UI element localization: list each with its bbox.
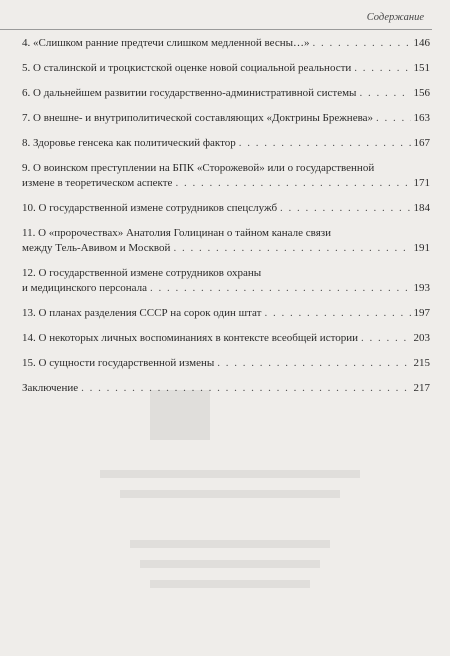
toc-entry-title: 7. О внешне- и внутриполитической составляющих «Доктрины Брежнева» xyxy=(22,112,374,124)
toc-entry xyxy=(22,226,430,256)
toc-entry xyxy=(22,36,430,51)
toc-entry-last-line xyxy=(22,86,430,101)
header-rule xyxy=(0,29,432,30)
dot-leader xyxy=(173,241,410,256)
toc-entry-title: 5. О сталинской и троцкистской оценке новой социальной реальности xyxy=(22,62,352,74)
toc-entry-title: измене в теоретическом аспекте xyxy=(22,177,173,189)
toc-entry-title: Заключение xyxy=(22,382,79,394)
toc-entry-last-line xyxy=(22,201,430,216)
toc-page-number: 184 xyxy=(413,202,430,214)
toc-entry-last-line xyxy=(22,356,430,371)
toc-entry xyxy=(22,266,430,296)
toc-entry-title-line: 11. О «пророчествах» Анатолия Голицинан о тайном канале связи xyxy=(22,227,331,239)
dot-leader xyxy=(361,331,410,346)
toc-entry-title: 4. «Слишком ранние предтечи слишком медленной весны…» xyxy=(22,37,310,49)
dot-leader xyxy=(280,201,410,216)
toc-page-number: 163 xyxy=(413,112,430,124)
toc-entry-title: и медицинского персонала xyxy=(22,282,148,294)
dot-leader xyxy=(376,111,410,126)
running-head: Содержание xyxy=(366,12,424,23)
toc-entry xyxy=(22,136,430,151)
toc-entry-last-line xyxy=(22,281,430,296)
table-of-contents xyxy=(22,36,430,406)
toc-page-number: 167 xyxy=(413,137,430,149)
toc-page-number: 146 xyxy=(413,37,430,49)
dot-leader xyxy=(150,281,410,296)
dot-leader xyxy=(239,136,411,151)
dot-leader xyxy=(354,61,410,76)
toc-entry xyxy=(22,306,430,321)
toc-entry-last-line xyxy=(22,176,430,191)
toc-entry-title: 14. О некоторых личных воспоминаниях в контексте всеобщей истории xyxy=(22,332,359,344)
toc-page-number: 151 xyxy=(413,62,430,74)
toc-page-number: 217 xyxy=(413,382,430,394)
toc-entry-last-line xyxy=(22,36,430,51)
toc-entry xyxy=(22,111,430,126)
dot-leader xyxy=(217,356,410,371)
toc-entry xyxy=(22,331,430,346)
toc-entry-title-line: 12. О государственной измене сотрудников охраны xyxy=(22,267,262,279)
toc-page-number: 203 xyxy=(413,332,430,344)
dot-leader xyxy=(175,176,410,191)
toc-entry-title: между Тель-Авивом и Москвой xyxy=(22,242,171,254)
toc-entry-title: 10. О государственной измене сотрудников спецслужб xyxy=(22,202,278,214)
toc-page-number: 191 xyxy=(413,242,430,254)
bleed-through-shadow xyxy=(40,380,420,620)
toc-entry-title: 8. Здоровье генсека как политический фактор xyxy=(22,137,236,149)
dot-leader xyxy=(264,306,410,321)
toc-entry xyxy=(22,61,430,76)
toc-entry-title: 6. О дальнейшем развитии государственно-административной системы xyxy=(22,87,357,99)
toc-entry xyxy=(22,356,430,371)
toc-page-number: 215 xyxy=(413,357,430,369)
toc-page-number: 171 xyxy=(413,177,430,189)
toc-entry xyxy=(22,201,430,216)
toc-entry-last-line xyxy=(22,241,430,256)
toc-page-number: 193 xyxy=(413,282,430,294)
dot-leader xyxy=(359,86,410,101)
toc-entry xyxy=(22,86,430,101)
toc-page-number: 156 xyxy=(413,87,430,99)
toc-entry-title: 13. О планах разделения СССР на сорок один штат xyxy=(22,307,262,319)
toc-entry-last-line xyxy=(22,306,430,321)
toc-entry-last-line xyxy=(22,111,430,126)
toc-entry-last-line xyxy=(22,136,430,151)
toc-entry-last-line xyxy=(22,61,430,76)
toc-entry-title: 15. О сущности государственной измены xyxy=(22,357,215,369)
toc-entry-last-line xyxy=(22,331,430,346)
dot-leader xyxy=(313,36,411,51)
toc-entry-title-line: 9. О воинском преступлении на БПК «Сторожевой» или о государственной xyxy=(22,162,375,174)
toc-entry xyxy=(22,161,430,191)
toc-page-number: 197 xyxy=(413,307,430,319)
